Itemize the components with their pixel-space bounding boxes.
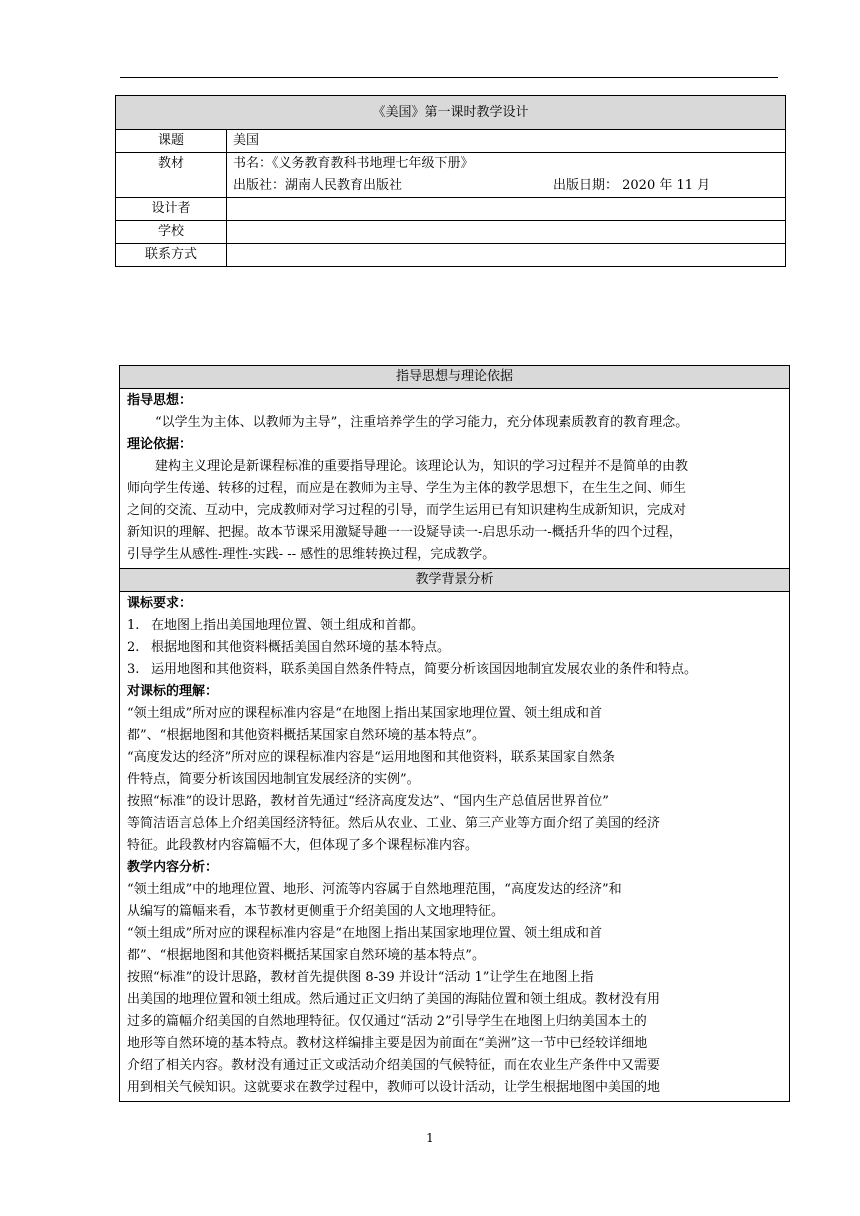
school-label: 学校 [116, 221, 227, 244]
understanding-line: 都”、“根据地图和其他资料概括某国家自然环境的基本特点”。 [127, 728, 485, 743]
understanding-line: 等简洁语言总体上介绍美国经济特征。然后从农业、工业、第三产业等方面介绍了美国的经济 [127, 816, 661, 831]
standard-item [127, 615, 784, 637]
header-rule [120, 77, 778, 78]
publisher-line [233, 175, 779, 197]
standard-item [127, 659, 784, 681]
standard-text: 运用地图和其他资料，联系美国自然条件特点，简要分析该国因地制宜发展农业的条件和特点。 [151, 662, 698, 677]
content-line: 过多的篇幅介绍美国的自然地理特征。仅仅通过“活动 2”引导学生在地图上归纳美国本土的 [127, 1014, 647, 1029]
understanding-line: “高度发达的经济”所对应的课程标准内容是“运用地图和其他资料，联系某国家自然条 [127, 750, 615, 765]
content-line: 用到相关气候知识。这就要求在教学过程中，教师可以设计活动，让学生根据地图中美国的地 [127, 1080, 661, 1095]
theory-line: 引导学生从感性-理性-实践- -- 感性的思维转换过程，完成教学。 [127, 547, 496, 562]
standard-text: 根据地图和其他资料概括美国自然环境的基本特点。 [151, 640, 451, 655]
section-background-body [120, 592, 790, 1102]
understanding-line: 按照“标准”的设计思路，教材首先通过“经济高度发达”、“国内生产总值居世界首位” [127, 794, 609, 809]
guiding-text: “以学生为主体、以教师为主导”，注重培养学生的学习能力，充分体现素质教育的教育理念。 [155, 415, 689, 430]
content-line: 从编写的篇幅来看，本节教材更侧重于介绍美国的人文地理特征。 [127, 904, 505, 919]
standard-number: 1. [127, 618, 140, 633]
guiding-heading: 指导思想： [127, 393, 193, 408]
course-info-table [115, 95, 786, 267]
content-line: “领土组成”中的地理位置、地形、河流等内容属于自然地理范围，“高度发达的经济”和 [127, 882, 622, 897]
school-value [227, 221, 786, 244]
content-line: 介绍了相关内容。教材没有通过正文或活动介绍美国的气候特征，而在农业生产条件中又需要 [127, 1058, 661, 1073]
material-value [227, 153, 786, 198]
understanding-line: “领土组成”所对应的课程标准内容是“在地图上指出某国家地理位置、领土组成和首 [127, 706, 602, 721]
content-heading: 教学内容分析： [127, 860, 219, 875]
page-number: 1 [426, 1131, 434, 1145]
publish-date: 出版日期： 2020 年 11 月 [553, 178, 711, 193]
course-info-title: 《美国》第一课时教学设计 [116, 96, 786, 130]
material-label: 教材 [116, 153, 227, 198]
theory-line: 师向学生传递、转移的过程，而应是在教师为主导、学生为主体的教学思想下，在生生之间、师生 [127, 481, 687, 496]
standard-text: 在地图上指出美国地理位置、领土组成和首都。 [151, 618, 425, 633]
content-line: 出美国的地理位置和领土组成。然后通过正文归纳了美国的海陆位置和领土组成。教材没有用 [127, 992, 661, 1007]
content-line: 地形等自然环境的基本特点。教材这样编排主要是因为前面在“美洲”这一节中已经较详细地 [127, 1036, 648, 1051]
understanding-line: 件特点，简要分析该国因地制宜发展经济的实例”。 [127, 772, 420, 787]
theory-text [127, 456, 784, 566]
content-line: 按照“标准”的设计思路，教材首先提供图 8-39 并设计“活动 1”让学生在地图上指 [127, 970, 594, 985]
analysis-table [119, 365, 790, 1102]
publisher: 出版社：湖南人民教育出版社 [233, 178, 403, 193]
book-line: 书名：《义务教育教科书地理七年级下册》 [233, 156, 474, 171]
standards-heading: 课标要求： [127, 596, 193, 611]
understanding-heading: 对课标的理解： [127, 684, 219, 699]
standard-number: 3. [127, 662, 140, 677]
theory-line: 建构主义理论是新课程标准的重要指导理论。该理论认为，知识的学习过程并不是简单的由教 [155, 459, 689, 474]
section-background-title: 教学背景分析 [120, 569, 790, 592]
standard-number: 2. [127, 640, 140, 655]
section-guiding-body [120, 389, 790, 569]
theory-line: 之间的交流、互动中，完成教师对学习过程的引导，而学生运用已有知识建构生成新知识，完成对 [127, 503, 687, 518]
content-line: 都”、“根据地图和其他资料概括某国家自然环境的基本特点”。 [127, 948, 485, 963]
contact-label: 联系方式 [116, 244, 227, 267]
understanding-line: 特征。此段教材内容篇幅不大，但体现了多个课程标准内容。 [127, 838, 479, 853]
topic-label: 课题 [116, 130, 227, 153]
content-line: “领土组成”所对应的课程标准内容是“在地图上指出某国家地理位置、领土组成和首 [127, 926, 602, 941]
topic-value: 美国 [227, 130, 786, 153]
designer-label: 设计者 [116, 198, 227, 221]
contact-value [227, 244, 786, 267]
designer-value [227, 198, 786, 221]
standard-item [127, 637, 784, 659]
theory-line: 新知识的理解、把握。故本节课采用激疑导趣一一设疑导读一-启思乐动一-概括升华的四个过程， [127, 525, 682, 540]
theory-heading: 理论依据： [127, 437, 193, 452]
section-guiding-title: 指导思想与理论依据 [120, 366, 790, 389]
